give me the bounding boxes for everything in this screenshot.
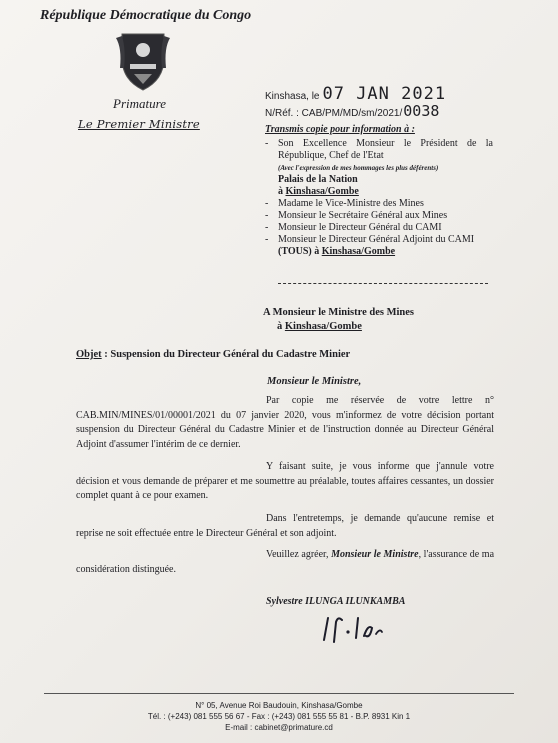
footer-email: E-mail : cabinet@primature.cd	[225, 723, 333, 732]
addressee-city-line	[263, 320, 414, 334]
paragraph-3-first: Dans l'entretemps, je demande qu'aucune remise	[266, 513, 481, 524]
addressee-city: Kinshasa/Gombe	[284, 321, 362, 332]
president-note: (Avec l'expression de mes hommages les plus déférents)	[278, 164, 439, 172]
addressee-city-prefix: à	[277, 321, 285, 332]
office-name: Primature	[113, 96, 166, 111]
list-item: - Monsieur le Directeur Général du CAMI	[265, 222, 493, 234]
copies-title: Transmis copie pour information à :	[265, 124, 415, 135]
paragraph-1-rest: CAB.MIN/MINES/01/00001/2021 du 07 janvier 2020, vous m'informez de votre décision portant suspension du Directeur Général du Cadastre Minier et de l'instruction donnée au Directeur Général Adjoint d'assumer l'intérim de ce dernier.	[76, 409, 494, 450]
signer-name: Sylvestre ILUNGA ILUNKAMBA	[266, 596, 406, 607]
handwritten-date: 07 JAN 2021	[322, 84, 447, 104]
footer-address: N° 05, Avenue Roi Baudouin, Kinshasa/Gombe	[195, 701, 363, 710]
list-item: - Monsieur le Directeur Général Adjoint du CAMI	[265, 234, 493, 246]
all-prefix: (TOUS) à	[278, 246, 322, 257]
list-item	[265, 246, 493, 258]
president-city-prefix: à	[278, 186, 286, 197]
date-place: Kinshasa, le	[265, 91, 320, 102]
president-line: Son Excellence Monsieur le Président de la République, Chef de l'Etat	[278, 138, 493, 161]
handwritten-signature	[318, 610, 408, 646]
paragraph-3-rest: et reprise ne soit effectuée entre le Directeur Général et son adjoint.	[76, 513, 494, 539]
reference-line	[265, 102, 439, 120]
all-city: Kinshasa/Gombe	[321, 246, 396, 257]
subject-label: Objet	[76, 349, 102, 360]
paragraph-4-rest: de ma considération distinguée.	[76, 549, 495, 575]
list-item: - Monsieur le Secrétaire Général aux Mines	[265, 210, 493, 222]
signatory-title: Le Premier Ministre	[78, 117, 200, 131]
paragraph-4	[76, 548, 494, 577]
paragraph-4-after: , l'assurance	[418, 549, 468, 560]
paragraph-3	[76, 512, 494, 541]
paragraph-4-first: Veuillez agréer,	[266, 549, 332, 560]
handwritten-reference-number: 0038	[403, 102, 440, 120]
president-city: Kinshasa/Gombe	[285, 186, 359, 197]
dashed-divider	[278, 283, 488, 284]
copies-list	[265, 138, 493, 258]
reference-prefix: N/Réf. : CAB/PM/MD/sm/2021/	[265, 108, 403, 119]
paragraph-4-emphasis: Monsieur le Ministre	[331, 549, 419, 560]
list-item	[265, 138, 493, 198]
coat-of-arms-emblem	[112, 28, 174, 94]
dateline	[265, 84, 446, 104]
addressee-block	[263, 306, 414, 334]
paragraph-2	[76, 460, 494, 504]
paragraph-2-rest: décision et vous demande de préparer et me soumettre au préalable, toutes affaires cessantes, un dossier complet quant à ce pour examen.	[76, 475, 494, 501]
copies-block	[265, 124, 493, 258]
salutation: Monsieur le Ministre,	[267, 376, 362, 387]
country-heading: République Démocratique du Congo	[40, 8, 252, 23]
addressee-line: A Monsieur le Ministre des Mines	[263, 307, 414, 318]
footer-divider	[44, 693, 514, 694]
list-item: - Madame le Vice-Ministre des Mines	[265, 198, 493, 210]
paragraph-2-first: Y faisant suite, je vous informe que j'annule votre	[266, 461, 494, 472]
paragraph-1	[76, 394, 494, 452]
footer-phone: Tél. : (+243) 081 555 56 67 - Fax : (+243) 081 555 55 81 - B.P. 8931 Kin 1	[147, 712, 411, 721]
subject-text: : Suspension du Directeur Général du Cadastre Minier	[101, 349, 351, 360]
subject-line	[76, 349, 350, 360]
paragraph-1-first: Par copie me réservée de votre lettre n°	[266, 395, 494, 406]
president-place: Palais de la Nation	[278, 174, 358, 185]
